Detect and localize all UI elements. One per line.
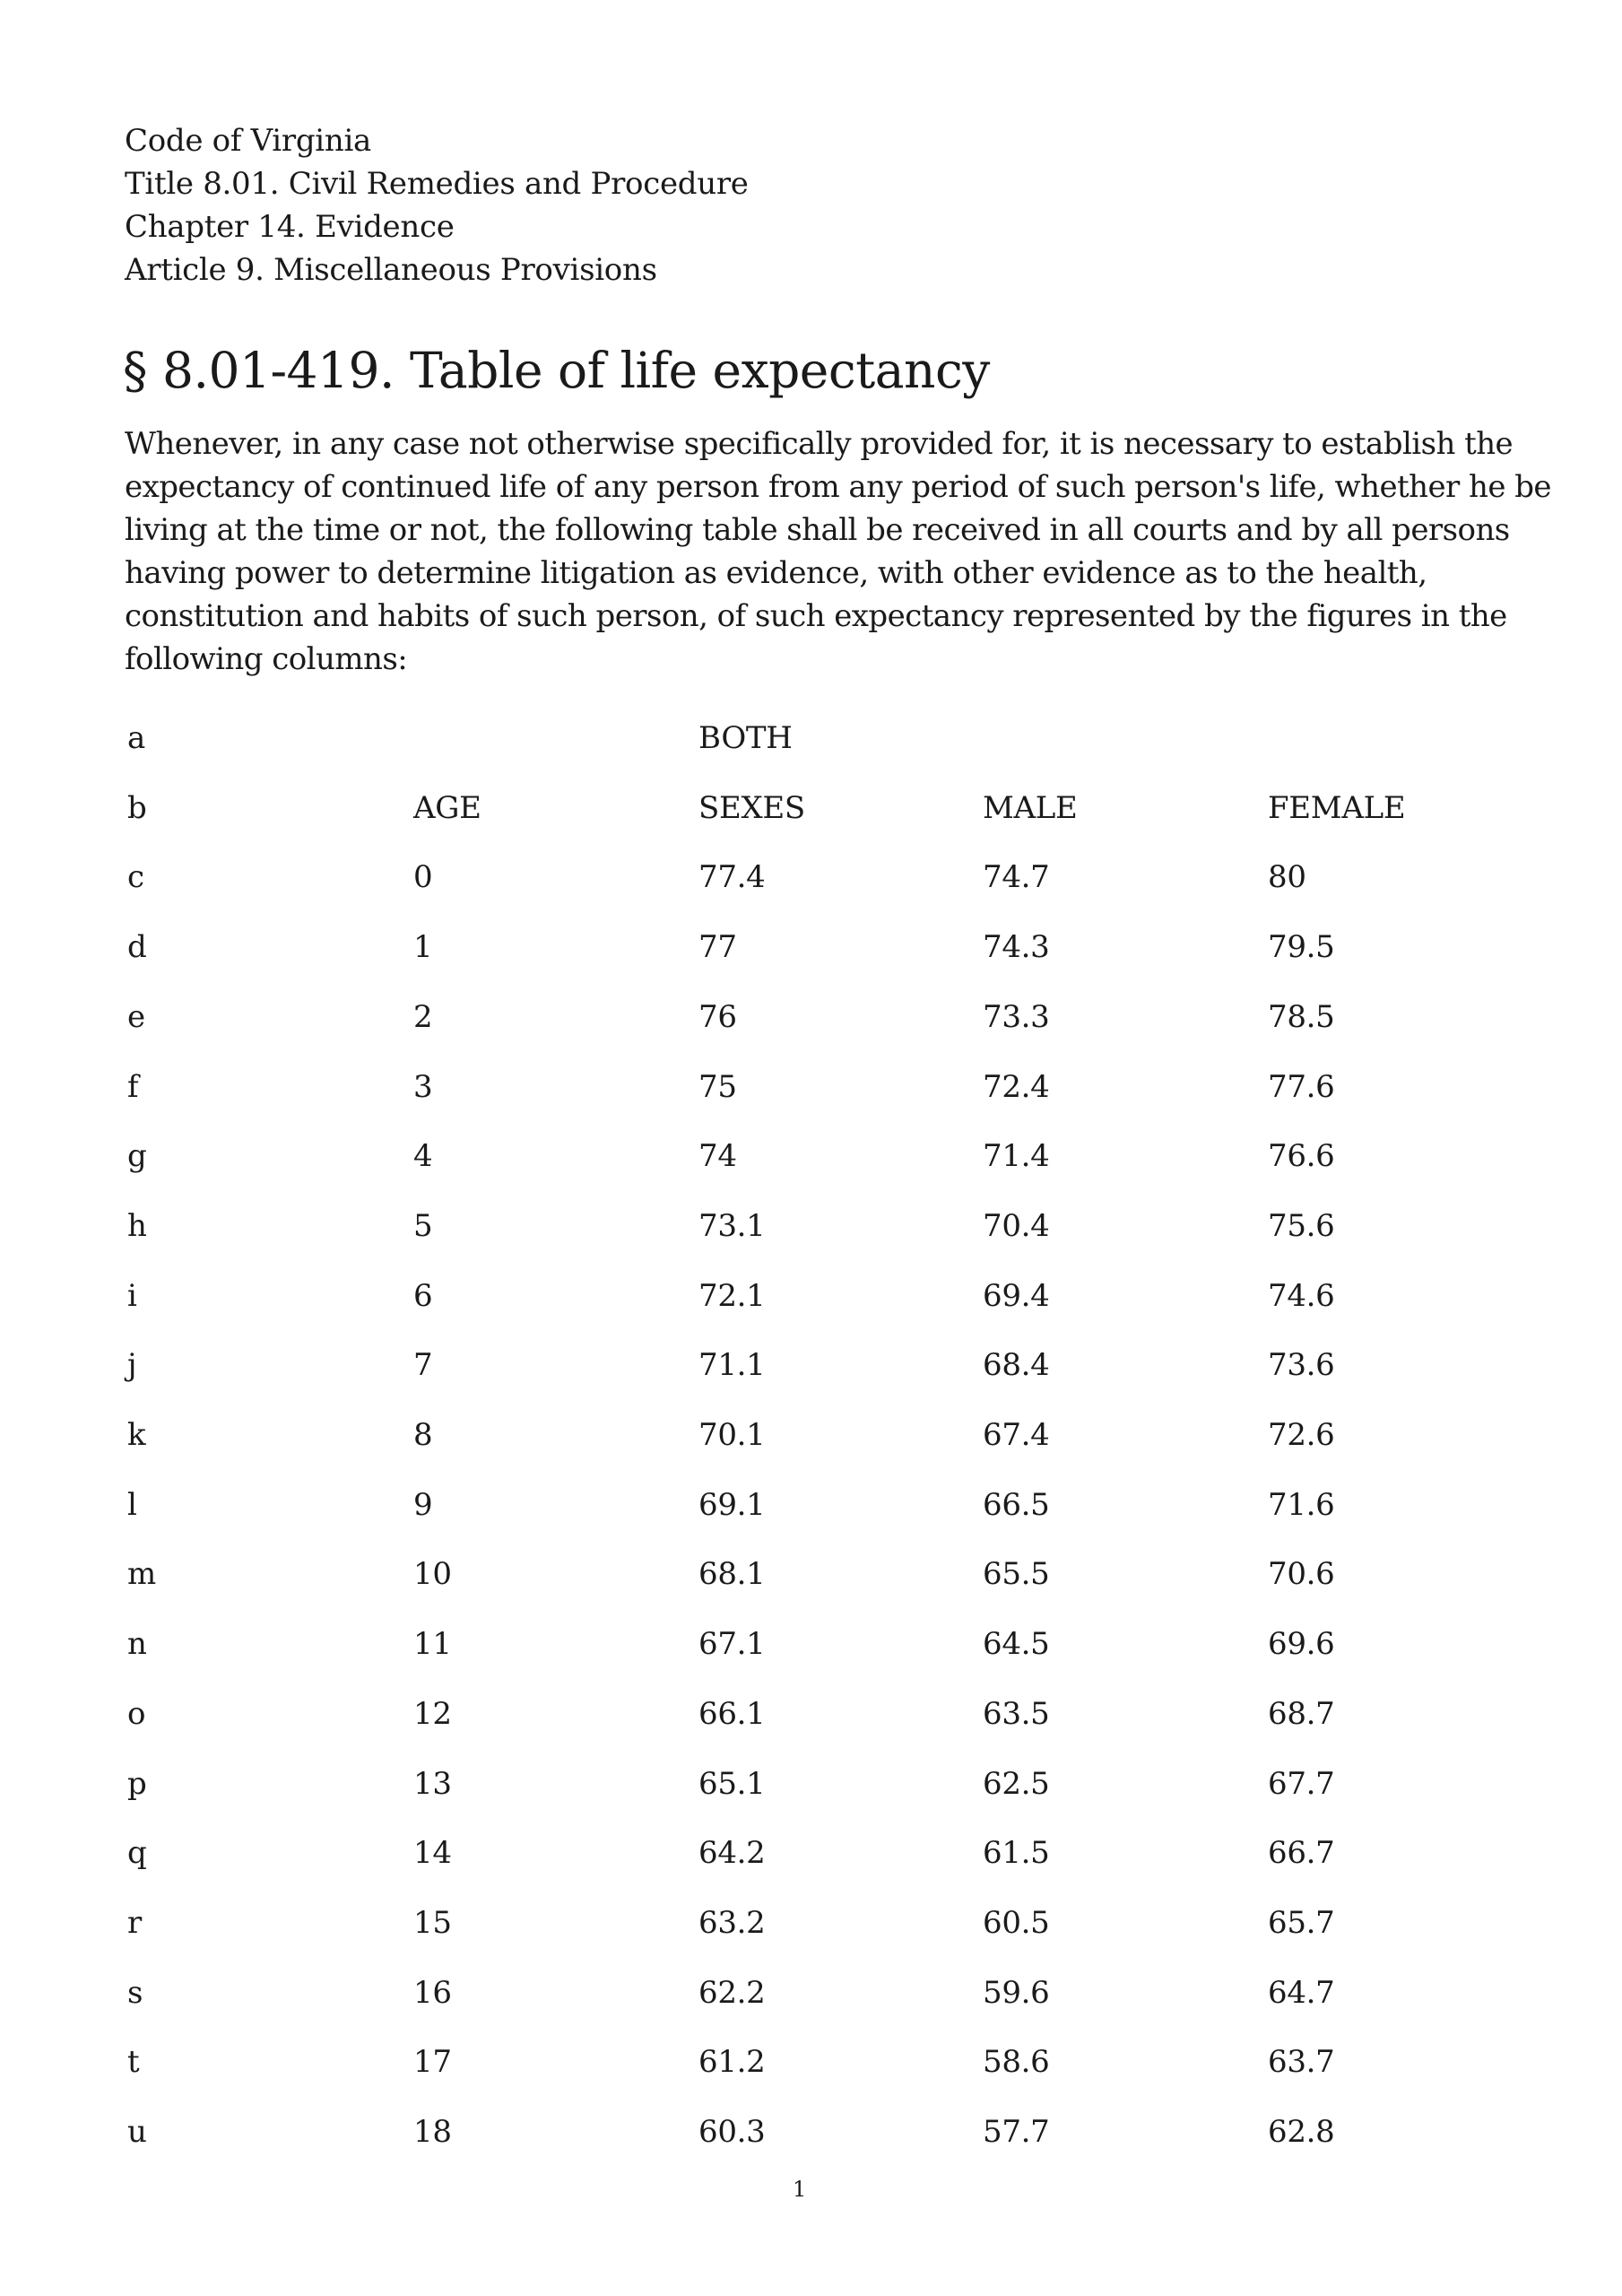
cell-row-letter: n (127, 1626, 147, 1663)
cell-row-letter: g (127, 1138, 147, 1175)
cell-row-letter: h (127, 1207, 147, 1244)
cell-female: 74.6 (1268, 1277, 1335, 1314)
cell-row-letter: u (127, 2114, 147, 2150)
cell-male: 69.4 (983, 1277, 1050, 1314)
cell-age: 13 (413, 1765, 452, 1802)
cell-female: 72.6 (1268, 1417, 1335, 1453)
cell-male: 73.3 (983, 998, 1050, 1035)
cell-age: 10 (413, 1556, 452, 1593)
cell-female: 64.7 (1268, 1974, 1335, 2011)
cell-row-letter: c (127, 859, 144, 896)
cell-age: 3 (413, 1068, 433, 1105)
cell-female: 65.7 (1268, 1904, 1335, 1941)
table-row (0, 1343, 1622, 1387)
cell-row-letter: j (127, 1347, 137, 1384)
cell-row-letter: o (127, 1695, 146, 1732)
cell-female: 78.5 (1268, 998, 1335, 1035)
cell-both-sexes: 75 (698, 1068, 737, 1105)
table-row (0, 1552, 1622, 1596)
section-title: § 8.01-419. Table of life expectancy (123, 342, 990, 399)
header-cell-male: MALE (983, 789, 1078, 826)
cell-male: 68.4 (983, 1347, 1050, 1384)
cell-both-sexes: 61.2 (698, 2044, 766, 2081)
cell-both-sexes: 77.4 (698, 859, 766, 896)
header-cell-row-letter: a (127, 720, 145, 756)
cell-both-sexes: 67.1 (698, 1626, 766, 1663)
cell-age: 2 (413, 998, 433, 1035)
cell-both-sexes: 70.1 (698, 1417, 766, 1453)
breadcrumb-chapter: Chapter 14. Evidence (125, 209, 455, 245)
cell-female: 75.6 (1268, 1207, 1335, 1244)
cell-female: 62.8 (1268, 2114, 1335, 2150)
body-line: following columns: (125, 641, 408, 677)
cell-male: 59.6 (983, 1974, 1050, 2011)
cell-male: 62.5 (983, 1765, 1050, 1802)
section-body (125, 422, 1551, 681)
cell-female: 71.6 (1268, 1486, 1335, 1523)
table-row (0, 2109, 1622, 2154)
cell-female: 68.7 (1268, 1695, 1335, 1732)
cell-both-sexes: 72.1 (698, 1277, 766, 1314)
cell-both-sexes: 60.3 (698, 2114, 766, 2150)
cell-row-letter: q (127, 1835, 147, 1872)
cell-male: 71.4 (983, 1138, 1050, 1175)
table-row (0, 1065, 1622, 1109)
body-line: having power to determine litigation as evidence, with other evidence as to the health, (125, 555, 1427, 591)
cell-age: 5 (413, 1207, 433, 1244)
header-cell-both-sexes: BOTH (698, 720, 793, 756)
cell-age: 4 (413, 1138, 433, 1175)
cell-male: 64.5 (983, 1626, 1050, 1663)
cell-female: 73.6 (1268, 1347, 1335, 1384)
cell-row-letter: s (127, 1974, 143, 2011)
breadcrumb-article: Article 9. Miscellaneous Provisions (125, 252, 657, 288)
cell-male: 72.4 (983, 1068, 1050, 1105)
cell-both-sexes: 69.1 (698, 1486, 766, 1523)
body-line: constitution and habits of such person, of such expectancy represented by the figures in the (125, 598, 1507, 634)
table-row (0, 925, 1622, 970)
cell-male: 57.7 (983, 2114, 1050, 2150)
cell-both-sexes: 62.2 (698, 1974, 766, 2011)
breadcrumb-title: Title 8.01. Civil Remedies and Procedure (125, 166, 749, 202)
table-header-row (0, 716, 1622, 761)
cell-male: 65.5 (983, 1556, 1050, 1593)
cell-female: 69.6 (1268, 1626, 1335, 1663)
table-row (0, 1483, 1622, 1527)
table-row (0, 1204, 1622, 1248)
cell-row-letter: r (127, 1904, 142, 1941)
cell-age: 14 (413, 1835, 452, 1872)
header-cell-both-sexes: SEXES (698, 789, 805, 826)
cell-male: 60.5 (983, 1904, 1050, 1941)
cell-both-sexes: 73.1 (698, 1207, 766, 1244)
cell-row-letter: f (127, 1068, 139, 1105)
cell-both-sexes: 74 (698, 1138, 737, 1175)
cell-row-letter: i (127, 1277, 137, 1314)
cell-both-sexes: 65.1 (698, 1765, 766, 1802)
body-line: Whenever, in any case not otherwise specifically provided for, it is necessary to establish the (125, 426, 1514, 462)
cell-age: 8 (413, 1417, 433, 1453)
cell-female: 66.7 (1268, 1835, 1335, 1872)
table-row (0, 1970, 1622, 2015)
cell-age: 11 (413, 1626, 452, 1663)
cell-age: 1 (413, 929, 433, 966)
table-row (0, 1134, 1622, 1178)
page-number: 1 (793, 2177, 807, 2202)
cell-both-sexes: 77 (698, 929, 737, 966)
cell-row-letter: m (127, 1556, 156, 1593)
cell-male: 74.7 (983, 859, 1050, 896)
cell-age: 7 (413, 1347, 433, 1384)
body-line: living at the time or not, the following table shall be received in all courts and by all persons (125, 512, 1510, 548)
cell-male: 70.4 (983, 1207, 1050, 1244)
table-row (0, 1413, 1622, 1457)
cell-both-sexes: 66.1 (698, 1695, 766, 1732)
breadcrumb-code: Code of Virginia (125, 123, 372, 159)
cell-row-letter: l (127, 1486, 137, 1523)
table-row (0, 1900, 1622, 1945)
table-row (0, 1692, 1622, 1736)
cell-male: 61.5 (983, 1835, 1050, 1872)
cell-row-letter: k (127, 1417, 146, 1453)
table-header-row (0, 786, 1622, 831)
cell-female: 70.6 (1268, 1556, 1335, 1593)
cell-age: 9 (413, 1486, 433, 1523)
table-row (0, 855, 1622, 900)
cell-age: 18 (413, 2114, 452, 2150)
cell-both-sexes: 76 (698, 998, 737, 1035)
table-row (0, 995, 1622, 1039)
cell-male: 67.4 (983, 1417, 1050, 1453)
table-row (0, 2039, 1622, 2084)
cell-female: 63.7 (1268, 2044, 1335, 2081)
cell-age: 15 (413, 1904, 452, 1941)
table-row (0, 1274, 1622, 1318)
cell-both-sexes: 71.1 (698, 1347, 766, 1384)
cell-female: 80 (1268, 859, 1306, 896)
cell-male: 66.5 (983, 1486, 1050, 1523)
table-row (0, 1761, 1622, 1806)
cell-row-letter: e (127, 998, 145, 1035)
cell-row-letter: t (127, 2044, 140, 2081)
cell-both-sexes: 68.1 (698, 1556, 766, 1593)
cell-male: 63.5 (983, 1695, 1050, 1732)
cell-female: 67.7 (1268, 1765, 1335, 1802)
cell-female: 76.6 (1268, 1138, 1335, 1175)
cell-both-sexes: 63.2 (698, 1904, 766, 1941)
header-cell-female: FEMALE (1268, 789, 1406, 826)
cell-both-sexes: 64.2 (698, 1835, 766, 1872)
cell-age: 0 (413, 859, 433, 896)
header-cell-row-letter: b (127, 789, 147, 826)
cell-male: 58.6 (983, 2044, 1050, 2081)
cell-age: 17 (413, 2044, 452, 2081)
header-cell-age: AGE (413, 789, 481, 826)
cell-female: 77.6 (1268, 1068, 1335, 1105)
table-row (0, 1831, 1622, 1875)
cell-age: 16 (413, 1974, 452, 2011)
cell-age: 12 (413, 1695, 452, 1732)
cell-row-letter: d (127, 929, 147, 966)
cell-female: 79.5 (1268, 929, 1335, 966)
table-row (0, 1622, 1622, 1666)
cell-row-letter: p (127, 1765, 147, 1802)
body-line: expectancy of continued life of any person from any period of such person's life, whether he be (125, 469, 1551, 505)
cell-age: 6 (413, 1277, 433, 1314)
cell-male: 74.3 (983, 929, 1050, 966)
